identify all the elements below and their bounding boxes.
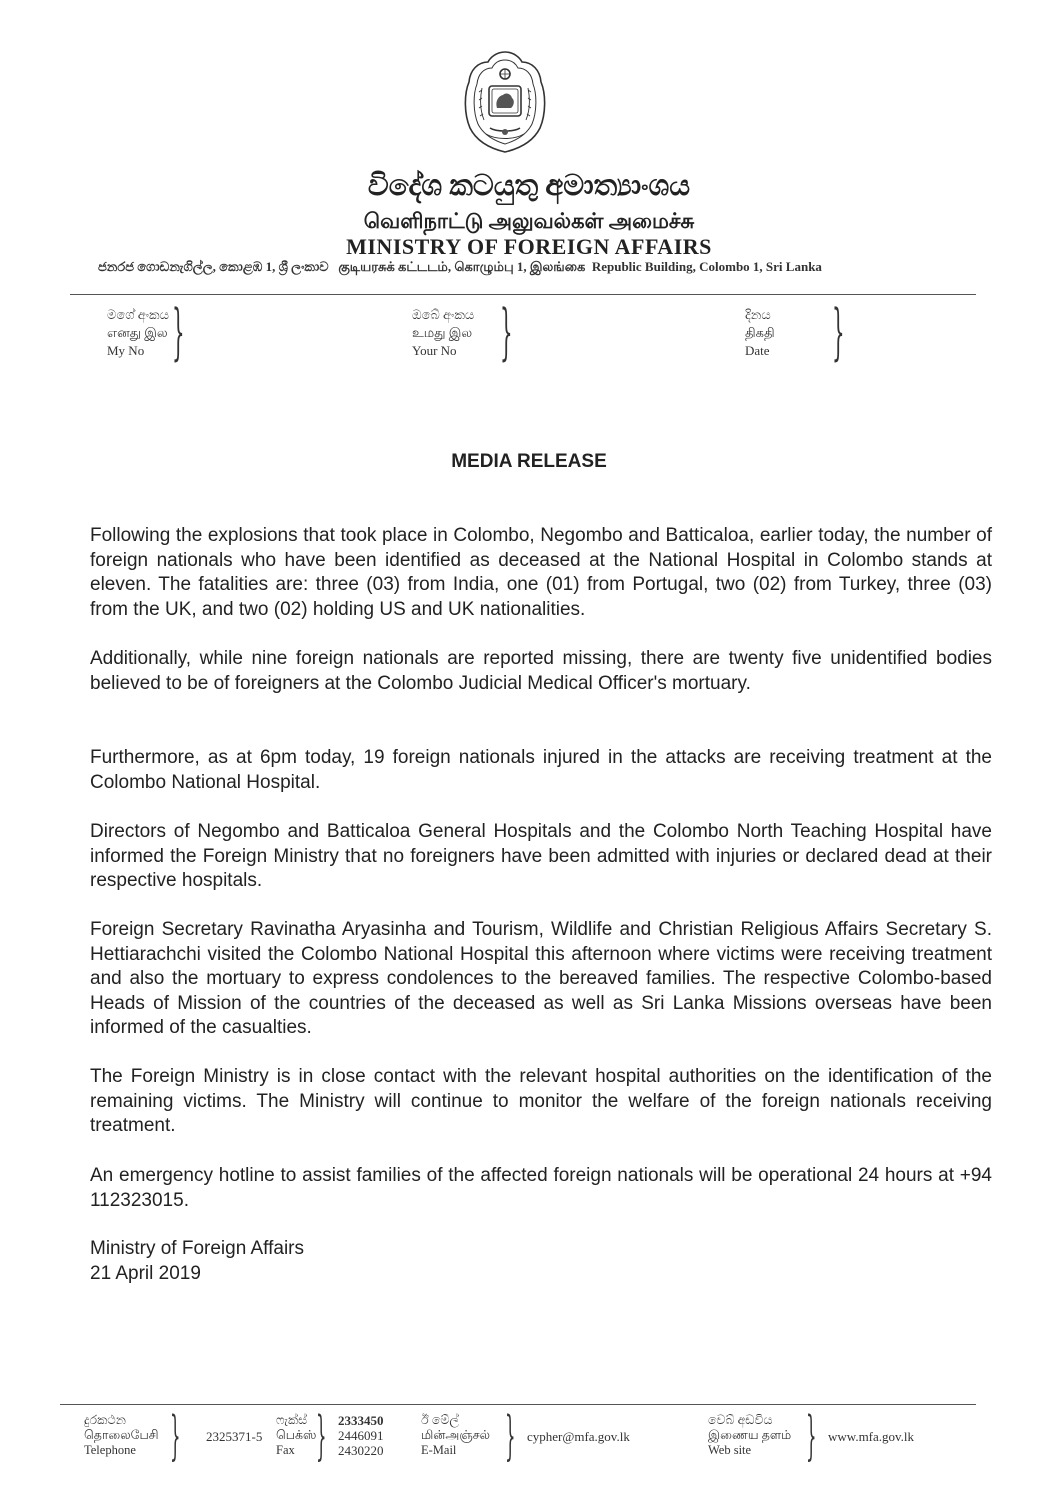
- address-sinhala: ජනරජ ගොඩනැගිල්ල, කොළඹ 1, ශ්‍රී ලංකාව: [98, 259, 329, 274]
- ref-date: [745, 306, 775, 360]
- fax-sinhala: ෆැක්ස්: [276, 1413, 308, 1427]
- state-emblem-icon: [462, 48, 548, 156]
- release-date: 21 April 2019: [90, 1263, 201, 1284]
- email-english: E-Mail: [421, 1443, 457, 1457]
- brace-icon: }: [505, 1406, 516, 1468]
- website-tamil: இணைய தளம்: [708, 1428, 792, 1442]
- email-address[interactable]: cypher@mfa.gov.lk: [527, 1429, 630, 1444]
- fax-number: 2446091: [338, 1428, 384, 1443]
- ref-date-tamil: திகதி: [745, 325, 775, 340]
- paragraph: The Foreign Ministry is in close contact with the relevant hospital authorities on the identification of the remaining victims. The Ministry will continue to monitor the welfare of the foreign nationals receiving treatment.: [90, 1066, 992, 1136]
- brace-icon: }: [170, 1406, 181, 1468]
- release-title: MEDIA RELEASE: [451, 451, 607, 472]
- fax-number: 2333450: [338, 1413, 384, 1428]
- footer-email: [421, 1413, 490, 1458]
- address-tamil: குடியரசுக் கட்டடம், கொழும்பு 1, இலங்கை: [338, 259, 586, 274]
- ministry-name-english: MINISTRY OF FOREIGN AFFAIRS: [346, 234, 712, 259]
- ref-date-sinhala: දිනය: [745, 307, 771, 322]
- website-url[interactable]: www.mfa.gov.lk: [828, 1429, 915, 1444]
- ref-my-no: [107, 306, 169, 360]
- telephone-tamil: தொலைபேசி: [84, 1428, 159, 1442]
- website-sinhala: වෙබ් අඩවිය: [708, 1413, 773, 1427]
- footer-telephone: [84, 1413, 159, 1458]
- website-english: Web site: [708, 1443, 752, 1457]
- fax-number: 2430220: [338, 1443, 384, 1458]
- brace-icon: }: [172, 298, 185, 368]
- telephone-number: 2325371-5: [206, 1429, 263, 1444]
- paragraph: Additionally, while nine foreign nationals are reported missing, there are twenty five unidentified bodies believed to be of foreigners at the Colombo Judicial Medical Officer's mortuary.: [90, 648, 992, 694]
- ministry-name-tamil: வெளிநாட்டு அலுவல்கள் அமைச்சு: [363, 209, 695, 233]
- email-sinhala: ඊ මේල්: [421, 1413, 459, 1427]
- telephone-sinhala: දුරකථන: [84, 1413, 126, 1427]
- email-tamil: மின்அஞ்சல்: [421, 1428, 491, 1442]
- brace-icon: }: [832, 298, 845, 368]
- ref-your-no-sinhala: ඔබේ අංකය: [412, 307, 475, 322]
- ref-your-no-english: Your No: [412, 343, 457, 358]
- ref-my-no-english: My No: [107, 343, 145, 358]
- footer-website: [708, 1413, 791, 1458]
- paragraph: Foreign Secretary Ravinatha Aryasinha and Tourism, Wildlife and Christian Religious Affairs Secretary S. Hettiarachchi visited the Colombo National Hospital this afternoon where victims were receiving treatment and also the mortuary to express condolences to the bereaved families. The respective Colombo-based Heads of Mission of the countries of the deceased as well as Sri Lanka Missions overseas have been informed of the casualties.: [90, 919, 992, 1038]
- footer-fax: [276, 1413, 316, 1458]
- paragraph: Directors of Negombo and Batticaloa General Hospitals and the Colombo North Teaching Hospital have informed the Foreign Ministry that no foreigners have been admitted with injuries or declared dead at their respective hospitals.: [90, 821, 992, 891]
- signature-name: Ministry of Foreign Affairs: [90, 1238, 305, 1259]
- ref-date-english: Date: [745, 343, 770, 358]
- brace-icon: }: [500, 298, 513, 368]
- ref-my-no-sinhala: මගේ අංකය: [107, 307, 169, 322]
- ministry-name-sinhala: විදේශ කටයුතු අමාත්‍යාංශය: [367, 170, 691, 202]
- fax-tamil: பெக்ஸ்: [276, 1428, 317, 1442]
- paragraph: Furthermore, as at 6pm today, 19 foreign nationals injured in the attacks are receiving treatment at the Colombo National Hospital.: [90, 747, 992, 793]
- address-english: Republic Building, Colombo 1, Sri Lanka: [591, 259, 822, 274]
- brace-icon: }: [316, 1406, 327, 1468]
- ref-your-no-tamil: உமது இல: [412, 325, 473, 340]
- ref-my-no-tamil: எனது இல: [107, 325, 168, 340]
- fax-numbers: [338, 1413, 384, 1458]
- footer-divider: [60, 1404, 976, 1405]
- paragraph: Following the explosions that took place in Colombo, Negombo and Batticaloa, earlier today, the number of foreign nationals who have been identified as deceased at the National Hospital in Colombo stands at eleven. The fatalities are: three (03) from India, one (01) from Portugal, two (02) from Turkey, three (03) from the UK, and two (02) holding US and UK nationalities.: [90, 525, 992, 620]
- ref-your-no: [412, 306, 474, 360]
- fax-english: Fax: [276, 1443, 295, 1457]
- header-divider: [70, 294, 976, 295]
- brace-icon: }: [806, 1406, 817, 1468]
- ministry-address: [98, 259, 822, 276]
- telephone-english: Telephone: [84, 1443, 136, 1457]
- paragraph: An emergency hotline to assist families of the affected foreign nationals will be operational 24 hours at +94 112323015.: [90, 1165, 992, 1211]
